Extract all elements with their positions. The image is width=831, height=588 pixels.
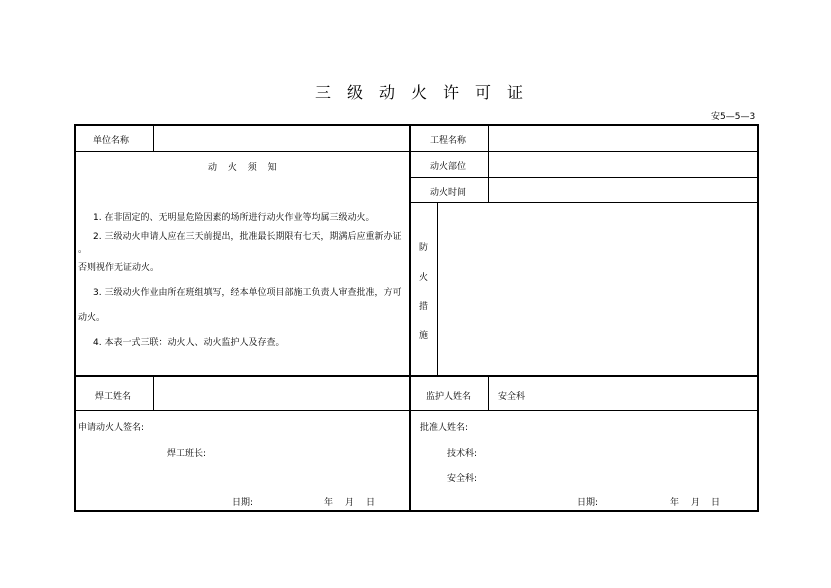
notice-line-1: 1. 在非固定的、无明显危险因素的场所进行动火作业等均属三级动火。 — [93, 213, 375, 223]
safety-dept-label: 安全科: — [447, 474, 478, 484]
notice-line-2-cont: 否则视作无证动火。 — [78, 263, 160, 273]
unit-name-field[interactable] — [156, 127, 406, 149]
guardian-name-value: 安全科 — [498, 392, 526, 402]
notice-line-3-cont: 动火。 — [78, 313, 106, 323]
measures-char-4: 施 — [419, 331, 429, 341]
foreman-label: 焊工班长: — [167, 449, 207, 459]
fire-measures-field[interactable] — [440, 205, 755, 373]
project-name-field[interactable] — [491, 127, 755, 149]
left-date-day: 日 — [366, 498, 376, 508]
right-date-year: 年 — [670, 498, 680, 508]
left-date-label: 日期: — [232, 498, 254, 508]
fire-time-field[interactable] — [491, 180, 755, 200]
left-date-month: 月 — [345, 498, 355, 508]
measures-char-2: 火 — [419, 273, 429, 283]
fire-location-field[interactable] — [491, 154, 755, 175]
right-date-month: 月 — [691, 498, 701, 508]
tech-dept-label: 技术科: — [447, 449, 478, 459]
unit-name-label: 单位名称 — [93, 136, 130, 146]
notice-line-2-punct: 。 — [78, 245, 88, 255]
right-date-label: 日期: — [577, 498, 599, 508]
measures-char-3: 措 — [419, 302, 429, 312]
notice-line-3: 3. 三级动火作业由所在班组填写，经本单位项目部施工负责人审查批准，方可 — [93, 288, 402, 298]
notice-heading: 动 火 须 知 — [208, 163, 281, 173]
notice-line-2: 2. 三级动火申请人应在三天前提出，批准最长期限有七天，期满后应重新办证 — [93, 232, 402, 242]
right-date-day: 日 — [711, 498, 721, 508]
welder-name-field[interactable] — [156, 379, 406, 408]
doc-code: 安5—5—3 — [711, 112, 756, 122]
form-title: 三级动火许可证 — [315, 83, 540, 102]
fire-time-label: 动火时间 — [430, 188, 467, 198]
project-name-label: 工程名称 — [430, 136, 467, 146]
welder-name-label: 焊工姓名 — [95, 392, 132, 402]
approver-name-label: 批准人姓名: — [420, 423, 469, 433]
left-date-year: 年 — [324, 498, 334, 508]
notice-line-4: 4. 本表一式三联：动火人、动火监护人及存查。 — [93, 338, 285, 348]
guardian-name-label: 监护人姓名 — [426, 392, 472, 402]
fire-location-label: 动火部位 — [430, 162, 467, 172]
applicant-signature-label: 申请动火人签名: — [78, 423, 145, 433]
measures-char-1: 防 — [419, 243, 429, 253]
